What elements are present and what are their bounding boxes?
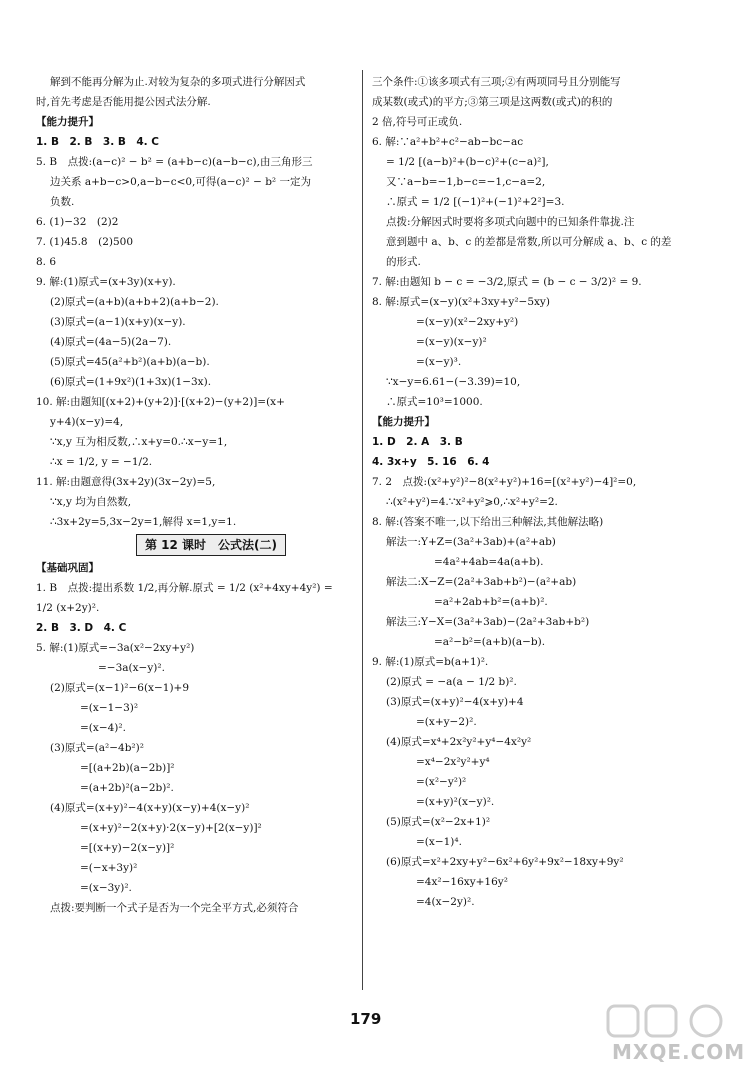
answer-line: 5. 解:(1)原式=−3a(x²−2xy+y²) xyxy=(36,642,195,654)
watermark-logo xyxy=(602,1002,746,1066)
text-line: =4(x−2y)². xyxy=(416,896,475,908)
text-line: (2)原式 = −a(a − 1/2 b)². xyxy=(386,676,517,688)
text-line: 边关系 a+b−c>0,a−b−c<0,可得(a−c)² − b² 一定为 xyxy=(50,176,311,188)
text-line: =4x²−16xy+16y² xyxy=(416,876,508,888)
text-line: 成某数(或式)的平方;③第三项是这两数(或式)的积的 xyxy=(372,96,613,108)
answer-line: 6. 解:∵a²+b²+c²−ab−bc−ac xyxy=(372,136,524,148)
text-line: 又∵a−b=−1,b−c=−1,c−a=2, xyxy=(386,176,546,188)
text-line: =(x−y)(x²−2xy+y²) xyxy=(416,316,519,328)
answer-line: 7. (1)45.8 (2)500 xyxy=(36,236,134,248)
text-line: =[(x+y)−2(x−y)]² xyxy=(80,842,175,854)
text-line: =(a+2b)²(a−2b)². xyxy=(80,782,174,794)
answer-line: 8. 解:原式=(x−y)(x²+3xy+y²−5xy) xyxy=(372,296,550,308)
answer-line: 9. 解:(1)原式=(x+3y)(x+y). xyxy=(36,276,176,288)
page-number: 179 xyxy=(350,1010,382,1028)
left-column xyxy=(36,72,360,918)
text-line: (4)原式=(4a−5)(2a−7). xyxy=(50,336,172,348)
right-column xyxy=(372,72,722,912)
section-heading: 【能力提升】 xyxy=(372,416,435,428)
text-line: ∴x = 1/2, y = −1/2. xyxy=(50,456,153,468)
text-line: =x⁴−2x²y²+y⁴ xyxy=(416,756,490,768)
answer-line: 8. 6 xyxy=(36,256,57,268)
section-heading: 【基础巩固】 xyxy=(36,562,99,574)
text-line: =(x−y)³. xyxy=(416,356,462,368)
text-line: (3)原式=(a−1)(x+y)(x−y). xyxy=(50,316,186,328)
text-line: =−3a(x−y)². xyxy=(98,662,165,674)
text-line: ∵x−y=6.61−(−3.39)=10, xyxy=(386,376,521,388)
text-line: =(x−1−3)² xyxy=(80,702,139,714)
answer-line: 1. B 2. B 3. B 4. C xyxy=(36,136,160,148)
text-line: 三个条件:①该多项式有三项;②有两项同号且分别能写 xyxy=(372,76,621,88)
answer-line: 7. 解:由题知 b − c = −3/2,原式 = (b − c − 3/2)² = 9. xyxy=(372,276,642,288)
text-line: =4a²+4ab=4a(a+b). xyxy=(434,556,544,568)
column-divider xyxy=(362,70,363,990)
text-line: 1/2 (x+2y)². xyxy=(36,602,100,614)
text-line: (3)原式=(x+y)²−4(x+y)+4 xyxy=(386,696,524,708)
text-line: (2)原式=(x−1)²−6(x−1)+9 xyxy=(50,682,190,694)
answer-line: 9. 解:(1)原式=b(a+1)². xyxy=(372,656,489,668)
answer-line: 7. 2 点拨:(x²+y²)²−8(x²+y²)+16=[(x²+y²)−4]²=0, xyxy=(372,476,637,488)
text-line: (5)原式=(x²−2x+1)² xyxy=(386,816,491,828)
section-heading: 【能力提升】 xyxy=(36,116,99,128)
text-line: (6)原式=x²+2xy+y²−6x²+6y²+9x²−18xy+9y² xyxy=(386,856,624,868)
text-line: 的形式. xyxy=(386,256,421,268)
text-line: 点拨:要判断一个式子是否为一个完全平方式,必须符合 xyxy=(50,902,299,914)
text-line: = 1/2 [(a−b)²+(b−c)²+(c−a)²], xyxy=(386,156,549,168)
text-line: 时,首先考虑是否能用提公因式法分解. xyxy=(36,96,211,108)
watermark-emblem-icon xyxy=(602,1002,738,1042)
text-line: =(x−1)⁴. xyxy=(416,836,462,848)
text-line: =(x+y)²(x−y)². xyxy=(416,796,495,808)
text-line: ∴原式 = 1/2 [(−1)²+(−1)²+2²]=3. xyxy=(386,196,565,208)
text-line: (4)原式=x⁴+2x²y²+y⁴−4x²y² xyxy=(386,736,532,748)
answer-line: 1. D 2. A 3. B xyxy=(372,436,463,448)
text-line: 点拨:分解因式时要将多项式向题中的已知条件靠拢.注 xyxy=(386,216,635,228)
text-line: ∵x,y 均为自然数, xyxy=(50,496,132,508)
text-line: (4)原式=(x+y)²−4(x+y)(x−y)+4(x−y)² xyxy=(50,802,250,814)
text-line: 2 倍,符号可正或负. xyxy=(372,116,463,128)
text-line: ∴(x²+y²)=4.∵x²+y²⩾0,∴x²+y²=2. xyxy=(386,496,558,508)
text-line: 负数. xyxy=(50,196,75,208)
text-line: ∴原式=10³=1000. xyxy=(386,396,483,408)
text-line: =(x+y)²−2(x+y)·2(x−y)+[2(x−y)]² xyxy=(80,822,262,834)
text-line: (6)原式=(1+9x²)(1+3x)(1−3x). xyxy=(50,376,212,388)
text-line: 解到不能再分解为止.对较为复杂的多项式进行分解因式 xyxy=(50,76,306,88)
text-line: 意到题中 a、b、c 的差都是常数,所以可分解成 a、b、c 的差 xyxy=(386,236,672,248)
text-line: ∴3x+2y=5,3x−2y=1,解得 x=1,y=1. xyxy=(50,516,237,528)
text-line: ∵x,y 互为相反数,∴x+y=0.∴x−y=1, xyxy=(50,436,228,448)
answer-line: 1. B 点拨:提出系数 1/2,再分解.原式 = 1/2 (x²+4xy+4y²) = xyxy=(36,582,333,594)
answer-line: 5. B 点拨:(a−c)² − b² = (a+b−c)(a−b−c),由三角形三 xyxy=(36,156,313,168)
answer-line: 4. 3x+y 5. 16 6. 4 xyxy=(372,456,490,468)
text-line: =(x−y)(x−y)² xyxy=(416,336,487,348)
text-line: 解法三:Y−X=(3a²+3ab)−(2a²+3ab+b²) xyxy=(386,616,590,628)
text-line: =(x+y−2)². xyxy=(416,716,477,728)
text-line: (5)原式=45(a²+b²)(a+b)(a−b). xyxy=(50,356,210,368)
answer-line: 2. B 3. D 4. C xyxy=(36,622,127,634)
answer-line: 8. 解:(答案不唯一,以下给出三种解法,其他解法略) xyxy=(372,516,604,528)
answer-line: 11. 解:由题意得(3x+2y)(3x−2y)=5, xyxy=(36,476,216,488)
text-line: =(x−4)². xyxy=(80,722,126,734)
text-line: 解法一:Y+Z=(3a²+3ab)+(a²+ab) xyxy=(386,536,556,548)
answer-line: 6. (1)−32 (2)2 xyxy=(36,216,119,228)
text-line: =(x−3y)². xyxy=(80,882,132,894)
text-line: =(x²−y²)² xyxy=(416,776,467,788)
text-line: =[(a+2b)(a−2b)]² xyxy=(80,762,175,774)
lesson-title: 第 12 课时 公式法(二) xyxy=(136,534,286,556)
text-line: (2)原式=(a+b)(a+b+2)(a+b−2). xyxy=(50,296,219,308)
text-line: 解法二:X−Z=(2a²+3ab+b²)−(a²+ab) xyxy=(386,576,577,588)
text-line: (3)原式=(a²−4b²)² xyxy=(50,742,144,754)
text-line: =a²+2ab+b²=(a+b)². xyxy=(434,596,548,608)
text-line: =(−x+3y)² xyxy=(80,862,138,874)
text-line: =a²−b²=(a+b)(a−b). xyxy=(434,636,546,648)
answer-line: 10. 解:由题知[(x+2)+(y+2)]·[(x+2)−(y+2)]=(x+ xyxy=(36,396,285,408)
text-line: y+4)(x−y)=4, xyxy=(50,416,124,428)
watermark-text: MXQE.COM xyxy=(612,1040,746,1064)
